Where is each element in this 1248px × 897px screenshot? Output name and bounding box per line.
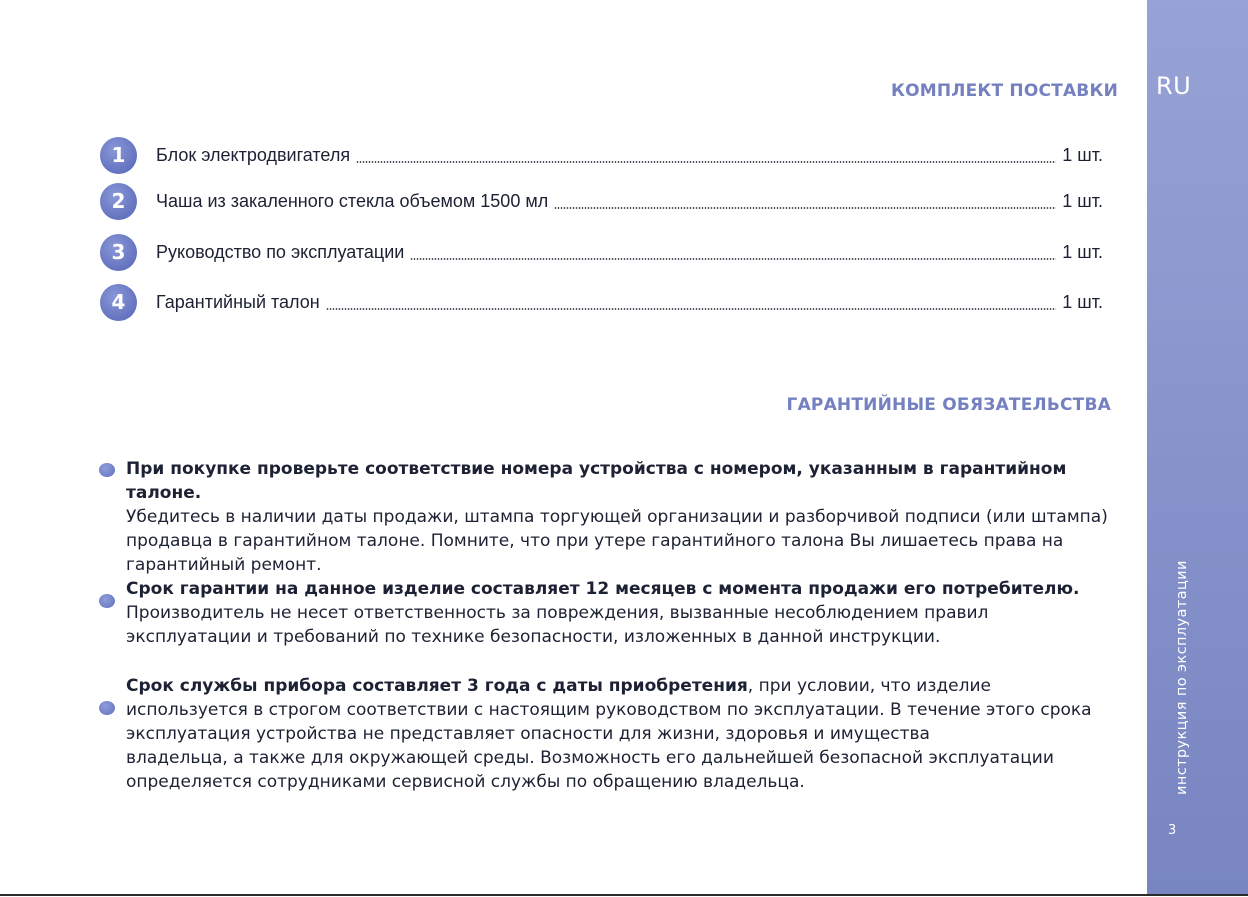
warranty-line: владельца, а также для окружающей среды. Возможность его дальнейшей безопасной эксплуатации (126, 748, 1054, 768)
kit-item-name: Блок электродвигателя (156, 144, 351, 165)
warranty-line: гарантийный ремонт. (126, 555, 322, 575)
item-number-badge: 4 (100, 284, 137, 321)
warranty-line: эксплуатации и требований по технике безопасности, изложенных в данной инструкции. (126, 627, 941, 647)
warranty-line: используется в строгом соответствии с настоящим руководством по эксплуатации. В течение этого срока (126, 700, 1092, 720)
dot-leader (326, 308, 1057, 310)
warranty-line: продавца в гарантийном талоне. Помните, что при утере гарантийного талона Вы лишаетесь права на (126, 531, 1064, 551)
warranty-line: Производитель не несет ответственность за повреждения, вызванные несоблюдением правил (126, 603, 989, 623)
item-number-badge: 2 (100, 183, 137, 220)
dot-leader (554, 207, 1056, 209)
kit-item-qty: 1 шт. (1062, 291, 1103, 312)
warranty-lead: Срок гарантии на данное изделие составляет 12 месяцев с момента продажи его потребителю. (126, 579, 1080, 599)
kit-item-name: Чаша из закаленного стекла объемом 1500 мл (156, 190, 549, 211)
warranty-line: определяется сотрудниками сервисной службы по обращению владельца. (126, 772, 805, 792)
warranty-lead: Срок службы прибора составляет 3 года с даты приобретения (126, 676, 748, 696)
kit-item (100, 233, 1103, 271)
language-label: RU (1156, 72, 1192, 100)
kit-item-qty: 1 шт. (1062, 190, 1103, 211)
kit-item (100, 182, 1103, 220)
kit-item (100, 136, 1103, 174)
warranty-line: эксплуатация устройства не представляет опасности для жизни, здоровья и имущества (126, 724, 930, 744)
kit-item-name: Гарантийный талон (156, 291, 320, 312)
warranty-lead: При покупке проверьте соответствие номера устройства с номером, указанным в гарантийном талоне. (126, 459, 1067, 503)
bullet-icon (99, 463, 115, 477)
kit-item-qty: 1 шт. (1062, 241, 1103, 262)
dot-leader (410, 258, 1056, 260)
kit-item-name: Руководство по эксплуатации (156, 241, 405, 262)
warranty-heading: ГАРАНТИЙНЫЕ ОБЯЗАТЕЛЬСТВА (786, 395, 1111, 415)
warranty-line: Убедитесь в наличии даты продажи, штампа торгующей организации и разборчивой подписи (или штампа) (126, 507, 1108, 527)
page-number: 3 (1168, 823, 1177, 838)
bottom-rule (0, 894, 1248, 896)
sidebar-band (1147, 0, 1248, 894)
item-number-badge: 1 (100, 137, 137, 174)
bullet-icon (99, 594, 115, 608)
warranty-paragraph (126, 457, 1116, 577)
warranty-paragraph (126, 577, 1116, 649)
dot-leader (356, 161, 1056, 163)
warranty-lead-tail: , при условии, что изделие (747, 676, 991, 696)
kit-item-qty: 1 шт. (1062, 144, 1103, 165)
kit-item (100, 283, 1103, 321)
bullet-icon (99, 701, 115, 715)
warranty-paragraph (126, 674, 1116, 794)
kit-heading: КОМПЛЕКТ ПОСТАВКИ (890, 81, 1118, 101)
item-number-badge: 3 (100, 234, 137, 271)
sidebar-vertical-title: инструкция по эксплуатации (1174, 560, 1190, 795)
